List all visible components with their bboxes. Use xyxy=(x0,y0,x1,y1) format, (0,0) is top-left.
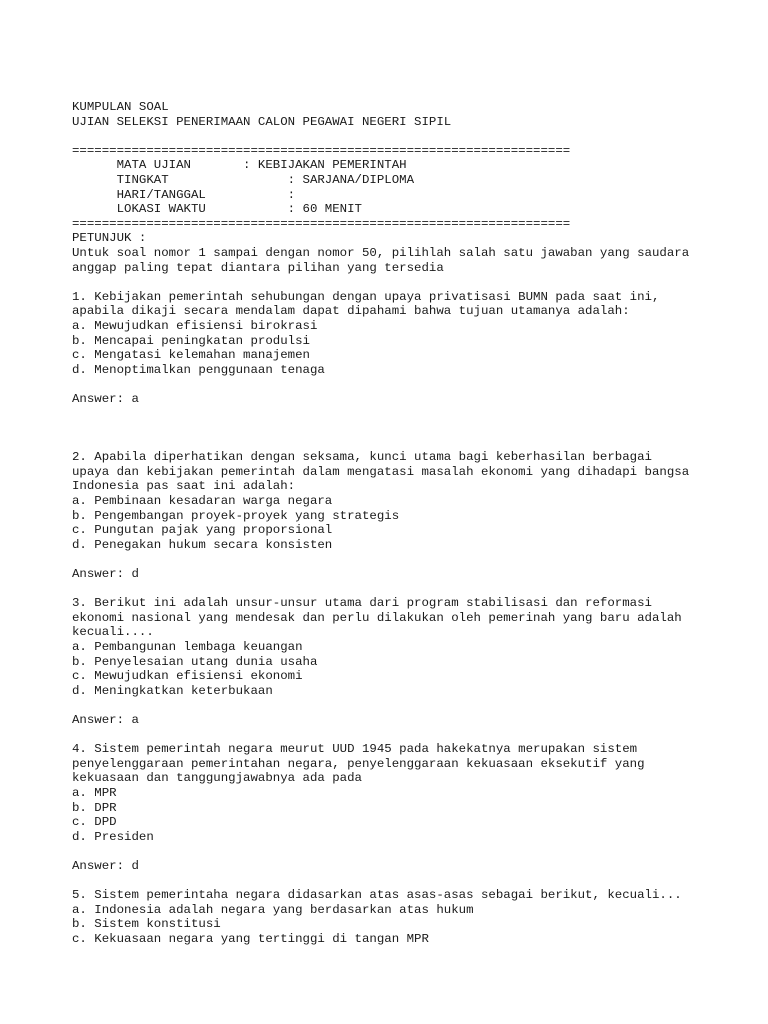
spacer xyxy=(72,844,752,859)
answer-option: c. Pungutan pajak yang proporsional xyxy=(72,523,333,538)
spacer xyxy=(72,406,752,421)
spacer xyxy=(72,436,752,451)
question-text: 2. Apabila diperhatikan dengan seksama, kunci utama bagi keberhasilan berbagai xyxy=(72,450,652,465)
document-title: KUMPULAN SOAL xyxy=(72,100,169,114)
question-text: 3. Berikut ini adalah unsur-unsur utama dari program stabilisasi dan reformasi xyxy=(72,596,652,611)
instructions-line: anggap paling tepat diantara pilihan yang tersedia xyxy=(72,260,444,275)
answer-option: c. Mewujudkan efisiensi ekonomi xyxy=(72,669,303,684)
answer-option: b. DPR xyxy=(72,800,117,815)
answer-option: d. Penegakan hukum secara konsisten xyxy=(72,537,333,552)
answer-option: b. Sistem konstitusi xyxy=(72,917,221,932)
question-text: ekonomi nasional yang mendesak dan perlu dilakukan oleh pemerinah yang baru adalah xyxy=(72,610,682,625)
separator-bottom: =================================================================== xyxy=(72,216,571,231)
answer-option: a. Indonesia adalah negara yang berdasarkan atas hukum xyxy=(72,902,474,917)
question-text: upaya dan kebijakan pemerintah dalam mengatasi masalah ekonomi yang dihadapi bangsa xyxy=(72,464,690,479)
answer-option: c. DPD xyxy=(72,815,117,830)
spacer xyxy=(72,421,752,436)
question-text: Indonesia pas saat ini adalah: xyxy=(72,479,296,494)
question-text: 4. Sistem pemerintah negara meurut UUD 1945 pada hakekatnya merupakan sistem xyxy=(72,742,638,757)
answer-option: b. Pengembangan proyek-proyek yang strategis xyxy=(72,508,400,523)
spacer xyxy=(72,552,752,567)
question-text: 1. Kebijakan pemerintah sehubungan dengan upaya privatisasi BUMN pada saat ini, xyxy=(72,289,660,304)
spacer xyxy=(72,698,752,713)
info-date: HARI/TANGGAL : xyxy=(72,187,296,202)
question-text: kekuasaan dan tanggungjawabnya ada pada xyxy=(72,771,362,786)
info-subject: MATA UJIAN : KEBIJAKAN PEMERINTAH xyxy=(72,158,407,173)
document-subtitle: UJIAN SELEKSI PENERIMAAN CALON PEGAWAI NEGERI SIPIL xyxy=(72,114,452,129)
instructions-heading: PETUNJUK : xyxy=(72,231,147,246)
question-text: 5. Sistem pemerintaha negara didasarkan atas asas-asas sebagai berikut, kecuali... xyxy=(72,888,682,903)
instructions-line: Untuk soal nomor 1 sampai dengan nomor 50, pilihlah salah satu jawaban yang saudara xyxy=(72,245,690,260)
question-text: apabila dikaji secara mendalam dapat dipahami bahwa tujuan utamanya adalah: xyxy=(72,304,630,319)
spacer xyxy=(72,873,752,888)
question-text: kecuali.... xyxy=(72,625,154,640)
answer-option: a. MPR xyxy=(72,785,117,800)
answer-key: Answer: d xyxy=(72,567,139,581)
answer-key: Answer: d xyxy=(72,858,139,873)
spacer xyxy=(72,728,752,743)
answer-option: b. Penyelesaian utang dunia usaha xyxy=(72,654,318,669)
info-duration: LOKASI WAKTU : 60 MENIT xyxy=(72,202,362,217)
info-level: TINGKAT : SARJANA/DIPLOMA xyxy=(72,172,415,187)
answer-option: d. Presiden xyxy=(72,829,154,844)
spacer xyxy=(72,582,752,597)
answer-option: b. Mencapai peningkatan produlsi xyxy=(72,333,310,348)
answer-option: c. Kekuasaan negara yang tertinggi di tangan MPR xyxy=(72,931,429,946)
answer-key: Answer: a xyxy=(72,391,139,406)
separator-top: =================================================================== xyxy=(72,143,571,158)
question-text: penyelenggaraan pemerintahan negara, penyelenggaraan kekuasaan eksekutif yang xyxy=(72,756,645,771)
spacer xyxy=(72,275,752,290)
answer-option: a. Pembangunan lembaga keuangan xyxy=(72,639,303,654)
answer-option: a. Mewujudkan efisiensi birokrasi xyxy=(72,318,318,333)
answer-option: d. Menoptimalkan penggunaan tenaga xyxy=(72,362,325,377)
spacer xyxy=(72,129,752,144)
answer-option: a. Pembinaan kesadaran warga negara xyxy=(72,494,333,509)
answer-option: c. Mengatasi kelemahan manajemen xyxy=(72,348,310,363)
answer-option: d. Meningkatkan keterbukaan xyxy=(72,683,273,698)
spacer xyxy=(72,377,752,392)
answer-key: Answer: a xyxy=(72,712,139,727)
document-page xyxy=(72,100,752,946)
